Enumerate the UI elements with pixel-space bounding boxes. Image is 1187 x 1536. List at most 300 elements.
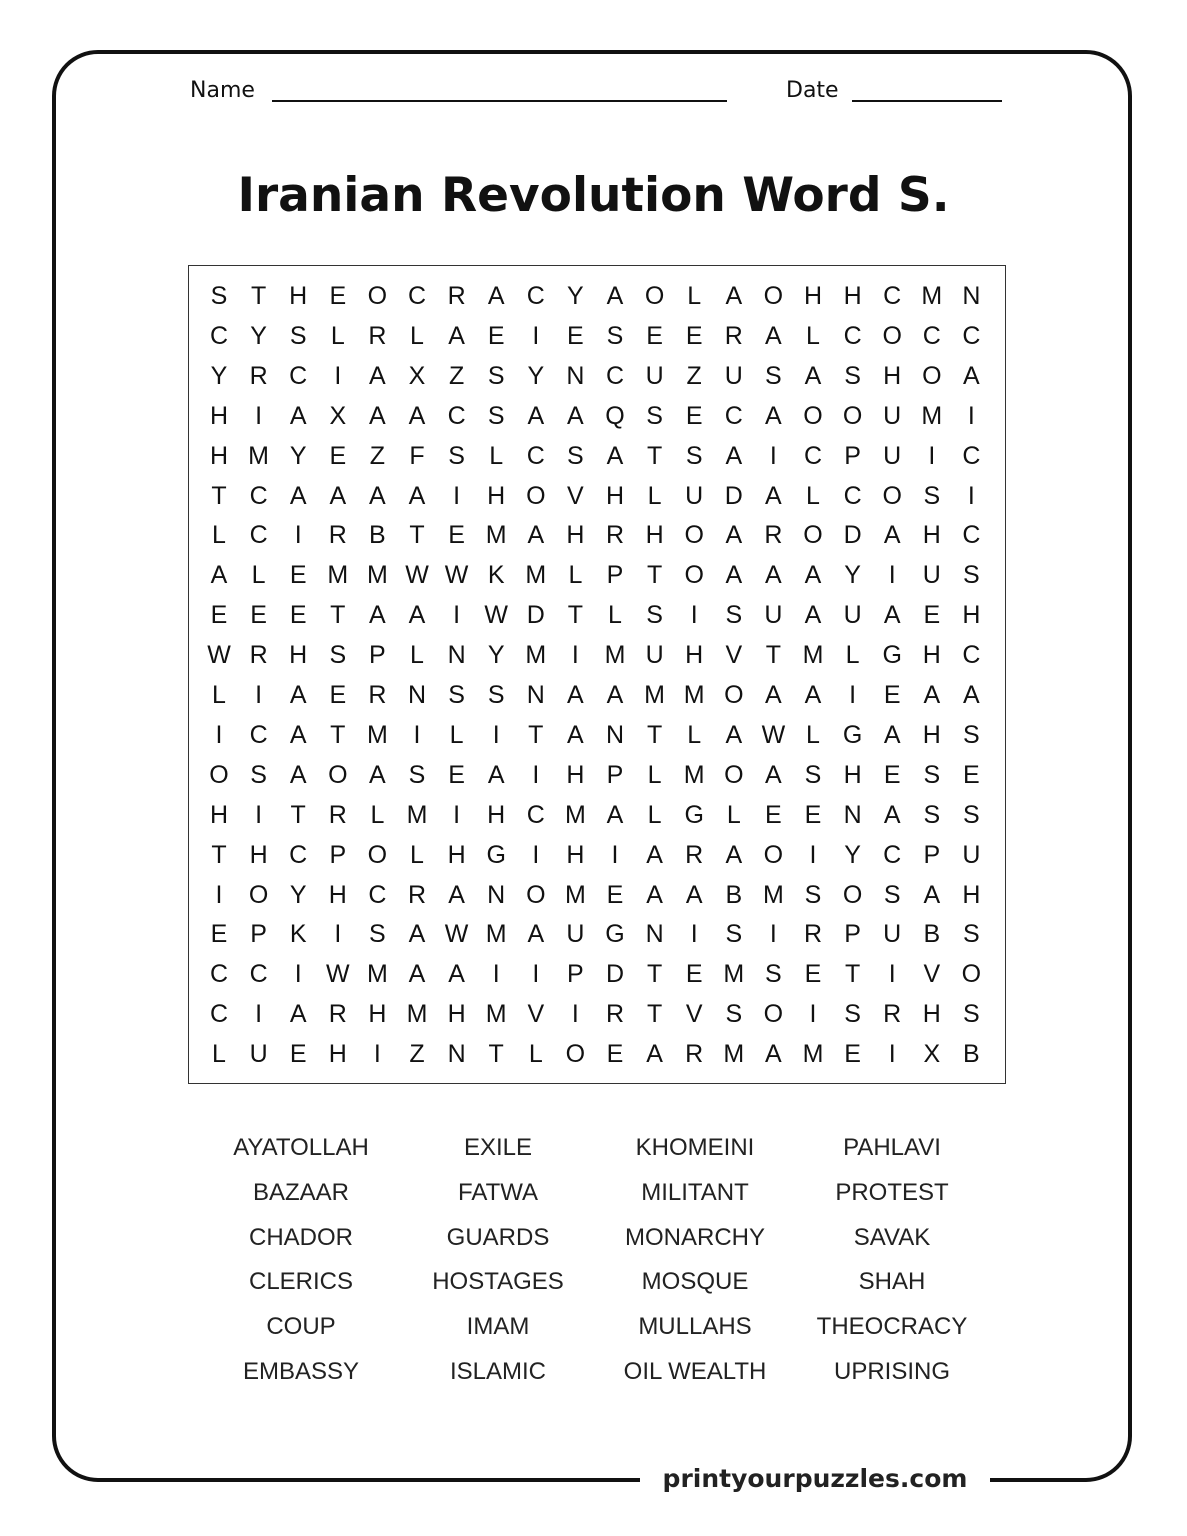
grid-cell[interactable]: M [485, 1000, 507, 1029]
grid-cell[interactable]: M [802, 641, 824, 670]
grid-cell[interactable]: A [963, 681, 980, 709]
grid-cell[interactable]: A [289, 481, 307, 510]
grid-cell[interactable]: E [448, 760, 465, 789]
grid-cell[interactable]: I [928, 441, 936, 470]
grid-cell[interactable]: A [963, 361, 980, 390]
grid-cell[interactable]: M [485, 920, 507, 949]
grid-cell[interactable]: E [606, 880, 624, 909]
grid-cell[interactable]: S [250, 760, 267, 789]
grid-cell[interactable]: I [571, 1000, 579, 1029]
grid-cell[interactable]: H [249, 840, 268, 869]
grid-cell[interactable]: C [289, 840, 308, 869]
grid-cell[interactable]: S [923, 760, 941, 789]
grid-cell[interactable]: S [289, 321, 307, 350]
grid-cell[interactable]: H [328, 1040, 347, 1069]
grid-cell[interactable]: C [724, 401, 743, 430]
grid-cell[interactable]: L [489, 441, 504, 470]
grid-cell[interactable]: S [725, 1000, 743, 1029]
grid-cell[interactable]: L [410, 321, 424, 350]
grid-cell[interactable]: E [448, 521, 465, 550]
grid-cell[interactable]: U [883, 920, 902, 949]
grid-cell[interactable]: M [248, 441, 269, 470]
grid-cell[interactable]: O [367, 840, 388, 869]
grid-cell[interactable]: P [844, 441, 861, 470]
grid-cell[interactable]: U [843, 601, 862, 630]
grid-cell[interactable]: V [923, 960, 941, 989]
grid-cell[interactable]: H [922, 521, 941, 550]
grid-cell[interactable]: C [209, 960, 229, 989]
grid-cell[interactable]: P [844, 920, 861, 949]
grid-cell[interactable]: M [921, 282, 943, 310]
grid-cell[interactable]: T [567, 601, 584, 630]
grid-cell[interactable]: A [210, 561, 228, 590]
grid-cell[interactable]: L [568, 561, 583, 590]
grid-cell[interactable]: H [566, 840, 585, 869]
grid-cell[interactable]: B [923, 920, 941, 949]
grid-cell[interactable]: C [962, 441, 981, 470]
grid-cell[interactable]: S [923, 800, 941, 829]
grid-cell[interactable]: E [210, 920, 228, 949]
grid-cell[interactable]: C [526, 441, 545, 470]
grid-cell[interactable]: I [967, 401, 975, 430]
grid-cell[interactable]: A [725, 561, 743, 590]
grid-cell[interactable]: I [334, 361, 342, 390]
grid-cell[interactable]: L [726, 800, 741, 829]
grid-cell[interactable]: R [328, 521, 347, 550]
grid-cell[interactable]: E [923, 601, 941, 630]
grid-cell[interactable]: A [408, 401, 426, 430]
grid-cell[interactable]: A [725, 720, 743, 749]
grid-cell[interactable]: D [605, 960, 625, 989]
grid-cell[interactable]: A [408, 960, 426, 989]
grid-cell[interactable]: W [207, 641, 231, 670]
grid-cell[interactable]: A [567, 681, 584, 709]
grid-cell[interactable]: I [769, 441, 777, 470]
grid-cell[interactable]: C [962, 641, 981, 670]
grid-cell[interactable]: E [289, 1040, 307, 1069]
grid-cell[interactable]: E [685, 401, 703, 430]
grid-cell[interactable]: C [883, 840, 902, 869]
grid-cell[interactable]: S [923, 481, 941, 510]
grid-cell[interactable]: G [882, 641, 902, 670]
grid-cell[interactable]: N [605, 720, 625, 749]
grid-cell[interactable]: O [367, 282, 388, 310]
grid-cell[interactable]: R [883, 1000, 902, 1029]
grid-cell[interactable]: E [883, 681, 901, 709]
grid-cell[interactable]: M [406, 1000, 428, 1029]
grid-cell[interactable]: A [685, 880, 703, 909]
grid-cell[interactable]: R [328, 800, 347, 829]
grid-cell[interactable]: C [526, 800, 545, 829]
grid-cell[interactable]: C [922, 321, 941, 350]
grid-cell[interactable]: L [449, 720, 464, 749]
grid-cell[interactable]: A [883, 800, 901, 829]
grid-cell[interactable]: G [605, 920, 625, 949]
grid-cell[interactable]: M [366, 960, 388, 989]
grid-cell[interactable]: A [765, 561, 782, 590]
date-line[interactable] [852, 100, 1002, 102]
grid-cell[interactable]: A [369, 760, 386, 789]
grid-cell[interactable]: I [255, 800, 263, 829]
grid-cell[interactable]: C [249, 521, 268, 550]
grid-cell[interactable]: S [408, 760, 426, 789]
grid-cell[interactable]: S [685, 441, 703, 470]
grid-cell[interactable]: T [844, 960, 861, 989]
grid-cell[interactable]: G [486, 840, 506, 869]
grid-cell[interactable]: E [210, 601, 228, 630]
grid-cell[interactable]: M [485, 521, 507, 550]
grid-cell[interactable]: T [646, 960, 663, 989]
grid-cell[interactable]: C [883, 282, 902, 310]
grid-cell[interactable]: S [844, 361, 861, 390]
grid-cell[interactable]: A [804, 681, 822, 709]
grid-cell[interactable]: T [765, 641, 782, 670]
grid-cell[interactable]: R [249, 361, 268, 390]
grid-cell[interactable]: A [448, 880, 465, 909]
grid-cell[interactable]: W [405, 561, 429, 590]
grid-cell[interactable]: L [410, 840, 424, 869]
grid-cell[interactable]: I [888, 1040, 896, 1069]
grid-cell[interactable]: N [447, 1040, 466, 1069]
grid-cell[interactable]: I [255, 681, 263, 709]
grid-cell[interactable]: S [883, 880, 901, 909]
grid-cell[interactable]: C [962, 521, 981, 550]
grid-cell[interactable]: S [487, 361, 505, 390]
grid-cell[interactable]: S [646, 401, 663, 430]
grid-cell[interactable]: U [922, 561, 941, 590]
grid-cell[interactable]: I [255, 1000, 263, 1029]
grid-cell[interactable]: H [922, 1000, 941, 1029]
grid-cell[interactable]: C [605, 361, 625, 390]
grid-cell[interactable]: S [210, 282, 228, 310]
grid-cell[interactable]: S [963, 800, 980, 829]
grid-cell[interactable]: H [289, 282, 308, 310]
grid-cell[interactable]: C [447, 401, 466, 430]
grid-cell[interactable]: I [492, 960, 500, 989]
grid-cell[interactable]: A [883, 720, 901, 749]
grid-cell[interactable]: W [761, 720, 786, 749]
grid-cell[interactable]: O [644, 282, 665, 310]
grid-cell[interactable]: Y [487, 641, 505, 670]
grid-cell[interactable]: C [843, 321, 862, 350]
grid-cell[interactable]: U [724, 361, 743, 390]
grid-cell[interactable]: N [407, 681, 427, 709]
grid-cell[interactable]: L [687, 720, 702, 749]
grid-cell[interactable]: M [525, 561, 547, 590]
grid-cell[interactable]: L [647, 800, 662, 829]
grid-cell[interactable]: H [566, 521, 585, 550]
grid-cell[interactable]: A [804, 601, 822, 630]
grid-cell[interactable]: T [211, 840, 227, 869]
grid-cell[interactable]: H [368, 1000, 387, 1029]
grid-cell[interactable]: K [487, 561, 505, 590]
grid-cell[interactable]: O [803, 401, 823, 430]
grid-cell[interactable]: R [685, 1040, 704, 1069]
grid-cell[interactable]: I [453, 800, 461, 829]
grid-cell[interactable]: C [843, 481, 862, 510]
grid-cell[interactable]: D [724, 481, 743, 510]
grid-cell[interactable]: I [492, 720, 500, 749]
grid-cell[interactable]: L [845, 641, 860, 670]
grid-cell[interactable]: L [212, 681, 226, 709]
grid-cell[interactable]: R [407, 880, 427, 909]
name-line[interactable] [272, 100, 727, 102]
grid-cell[interactable]: E [487, 321, 505, 350]
grid-cell[interactable]: W [325, 960, 350, 989]
grid-cell[interactable]: U [883, 441, 902, 470]
grid-cell[interactable]: R [605, 521, 625, 550]
grid-cell[interactable]: I [532, 760, 540, 789]
grid-cell[interactable]: L [647, 760, 662, 789]
grid-cell[interactable]: M [723, 1040, 745, 1069]
grid-cell[interactable]: E [329, 282, 347, 310]
grid-cell[interactable]: C [249, 960, 268, 989]
grid-cell[interactable]: I [255, 401, 263, 430]
grid-cell[interactable]: D [843, 521, 862, 550]
grid-cell[interactable]: I [373, 1040, 381, 1069]
grid-cell[interactable]: Y [527, 361, 545, 390]
grid-cell[interactable]: R [685, 840, 704, 869]
grid-cell[interactable]: H [209, 800, 229, 829]
grid-cell[interactable]: C [526, 282, 545, 310]
grid-cell[interactable]: L [212, 1040, 226, 1069]
grid-cell[interactable]: I [967, 481, 975, 510]
grid-cell[interactable]: A [725, 282, 743, 310]
grid-cell[interactable]: A [646, 880, 663, 909]
grid-cell[interactable]: L [370, 800, 385, 829]
grid-cell[interactable]: E [289, 561, 307, 590]
grid-cell[interactable]: A [606, 681, 624, 709]
grid-cell[interactable]: Z [448, 361, 465, 390]
grid-cell[interactable]: F [409, 441, 425, 470]
grid-cell[interactable]: O [684, 561, 704, 590]
grid-cell[interactable]: M [802, 1040, 824, 1069]
grid-cell[interactable]: A [408, 481, 426, 510]
grid-cell[interactable]: H [883, 361, 902, 390]
grid-cell[interactable]: I [809, 1000, 817, 1029]
grid-cell[interactable]: T [330, 601, 346, 630]
grid-cell[interactable]: O [882, 481, 902, 510]
grid-cell[interactable]: O [724, 760, 744, 789]
grid-cell[interactable]: A [725, 840, 743, 869]
grid-cell[interactable]: U [645, 641, 664, 670]
grid-cell[interactable]: O [882, 321, 902, 350]
grid-cell[interactable]: U [962, 840, 981, 869]
grid-cell[interactable]: U [883, 401, 902, 430]
grid-cell[interactable]: O [763, 1000, 784, 1029]
grid-cell[interactable]: N [487, 880, 506, 909]
grid-cell[interactable]: E [804, 960, 822, 989]
grid-cell[interactable]: S [765, 960, 782, 989]
grid-cell[interactable]: A [448, 960, 465, 989]
grid-cell[interactable]: B [725, 880, 743, 909]
grid-cell[interactable]: S [606, 321, 624, 350]
grid-cell[interactable]: R [368, 681, 387, 709]
grid-cell[interactable]: V [725, 641, 743, 670]
grid-cell[interactable]: I [888, 561, 896, 590]
grid-cell[interactable]: M [564, 800, 586, 829]
grid-cell[interactable]: A [804, 361, 822, 390]
grid-cell[interactable]: S [765, 361, 782, 390]
grid-cell[interactable]: E [844, 1040, 861, 1069]
grid-cell[interactable]: O [526, 481, 546, 510]
grid-cell[interactable]: G [684, 800, 704, 829]
grid-cell[interactable]: L [212, 521, 226, 550]
grid-cell[interactable]: A [289, 1000, 307, 1029]
grid-cell[interactable]: X [408, 361, 426, 390]
grid-cell[interactable]: R [249, 641, 268, 670]
grid-cell[interactable]: M [327, 561, 349, 590]
grid-cell[interactable]: O [209, 760, 229, 789]
grid-cell[interactable]: H [843, 282, 862, 310]
grid-cell[interactable]: A [567, 720, 584, 749]
grid-cell[interactable]: A [487, 760, 505, 789]
grid-cell[interactable]: O [565, 1040, 586, 1069]
grid-cell[interactable]: S [844, 1000, 861, 1029]
grid-cell[interactable]: C [209, 1000, 229, 1029]
grid-cell[interactable]: T [330, 720, 346, 749]
grid-cell[interactable]: T [646, 1000, 663, 1029]
grid-cell[interactable]: E [606, 1040, 624, 1069]
grid-cell[interactable]: H [566, 760, 585, 789]
grid-cell[interactable]: W [484, 601, 508, 630]
grid-cell[interactable]: I [413, 720, 421, 749]
grid-cell[interactable]: Y [844, 561, 861, 590]
grid-cell[interactable]: A [289, 401, 307, 430]
grid-cell[interactable]: I [769, 920, 777, 949]
grid-cell[interactable]: L [608, 601, 622, 630]
grid-cell[interactable]: Y [210, 361, 228, 390]
grid-cell[interactable]: S [963, 1000, 980, 1029]
grid-cell[interactable]: A [646, 840, 663, 869]
grid-cell[interactable]: E [329, 681, 347, 709]
grid-cell[interactable]: R [447, 282, 466, 310]
grid-cell[interactable]: I [294, 960, 302, 989]
grid-cell[interactable]: L [410, 641, 424, 670]
grid-cell[interactable]: E [567, 321, 584, 350]
grid-cell[interactable]: Y [289, 880, 307, 909]
grid-cell[interactable]: A [804, 561, 822, 590]
grid-cell[interactable]: T [211, 481, 227, 510]
grid-cell[interactable]: T [646, 441, 663, 470]
grid-cell[interactable]: E [804, 800, 822, 829]
grid-cell[interactable]: I [532, 321, 540, 350]
grid-cell[interactable]: C [249, 720, 268, 749]
grid-cell[interactable]: H [209, 441, 229, 470]
grid-cell[interactable]: E [765, 800, 782, 829]
grid-cell[interactable]: R [803, 920, 823, 949]
grid-cell[interactable]: O [803, 521, 823, 550]
grid-cell[interactable]: P [923, 840, 941, 869]
grid-cell[interactable]: H [289, 641, 308, 670]
grid-cell[interactable]: O [842, 401, 863, 430]
grid-cell[interactable]: I [611, 840, 619, 869]
grid-cell[interactable]: U [566, 920, 585, 949]
grid-cell[interactable]: A [765, 1040, 782, 1069]
grid-cell[interactable]: A [369, 481, 386, 510]
grid-cell[interactable]: A [527, 401, 545, 430]
grid-cell[interactable]: N [962, 282, 981, 310]
grid-cell[interactable]: C [803, 441, 823, 470]
grid-cell[interactable]: B [963, 1040, 980, 1069]
grid-cell[interactable]: N [526, 681, 545, 709]
grid-cell[interactable]: H [447, 840, 466, 869]
grid-cell[interactable]: S [329, 641, 347, 670]
grid-cell[interactable]: L [647, 481, 662, 510]
grid-cell[interactable]: M [683, 760, 705, 789]
grid-cell[interactable]: M [683, 681, 705, 709]
grid-cell[interactable]: H [487, 481, 506, 510]
grid-cell[interactable]: E [646, 321, 663, 350]
grid-cell[interactable]: N [566, 361, 585, 390]
grid-cell[interactable]: S [963, 920, 980, 949]
grid-cell[interactable]: Y [250, 321, 267, 350]
grid-cell[interactable]: L [528, 1040, 543, 1069]
grid-cell[interactable]: X [923, 1040, 941, 1069]
grid-cell[interactable]: T [646, 720, 663, 749]
grid-cell[interactable]: P [606, 760, 624, 789]
grid-cell[interactable]: P [250, 920, 267, 949]
grid-cell[interactable]: S [369, 920, 386, 949]
grid-cell[interactable]: A [606, 800, 624, 829]
grid-cell[interactable]: R [368, 321, 387, 350]
grid-cell[interactable]: H [685, 641, 704, 670]
grid-cell[interactable]: A [765, 481, 782, 510]
grid-cell[interactable]: R [724, 321, 743, 350]
grid-cell[interactable]: S [487, 401, 505, 430]
grid-cell[interactable]: A [725, 521, 743, 550]
grid-cell[interactable]: Z [409, 1040, 425, 1069]
grid-cell[interactable]: C [209, 321, 229, 350]
grid-cell[interactable]: E [250, 601, 267, 630]
grid-cell[interactable]: N [645, 920, 664, 949]
grid-cell[interactable]: V [567, 481, 584, 510]
grid-cell[interactable]: V [685, 1000, 703, 1029]
grid-cell[interactable]: S [448, 681, 465, 709]
grid-cell[interactable]: U [645, 361, 664, 390]
grid-cell[interactable]: A [606, 282, 624, 310]
grid-cell[interactable]: I [215, 880, 223, 909]
grid-cell[interactable]: A [369, 361, 386, 390]
grid-cell[interactable]: A [487, 282, 505, 310]
grid-cell[interactable]: C [407, 282, 427, 310]
grid-cell[interactable]: S [725, 920, 743, 949]
grid-cell[interactable]: L [806, 720, 820, 749]
grid-cell[interactable]: M [406, 800, 428, 829]
grid-cell[interactable]: T [528, 720, 544, 749]
grid-cell[interactable]: I [690, 601, 698, 630]
grid-cell[interactable]: I [849, 681, 857, 709]
grid-cell[interactable]: I [453, 601, 461, 630]
grid-cell[interactable]: W [444, 561, 469, 590]
grid-cell[interactable]: R [764, 521, 783, 550]
grid-cell[interactable]: H [922, 720, 941, 749]
grid-cell[interactable]: W [444, 920, 469, 949]
grid-cell[interactable]: Y [844, 840, 861, 869]
grid-cell[interactable]: H [487, 800, 506, 829]
grid-cell[interactable]: I [532, 960, 540, 989]
grid-cell[interactable]: U [764, 601, 783, 630]
grid-cell[interactable]: L [251, 561, 266, 590]
grid-cell[interactable]: I [888, 960, 896, 989]
grid-cell[interactable]: A [923, 880, 941, 909]
grid-cell[interactable]: M [762, 880, 784, 909]
grid-cell[interactable]: I [215, 720, 223, 749]
grid-cell[interactable]: H [605, 481, 625, 510]
grid-cell[interactable]: A [923, 681, 941, 709]
grid-cell[interactable]: P [606, 561, 624, 590]
grid-cell[interactable]: E [289, 601, 307, 630]
